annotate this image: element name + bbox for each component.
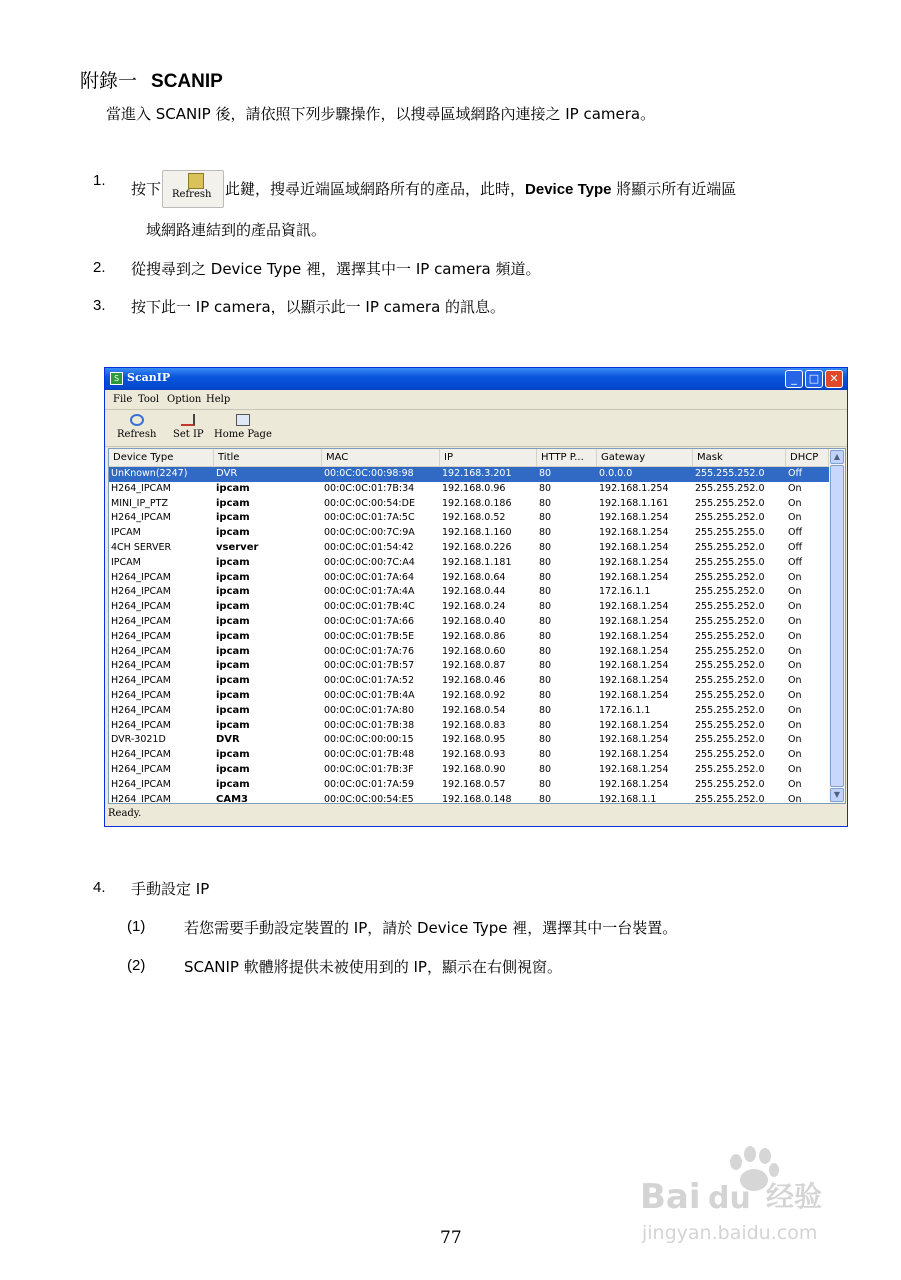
step4a-number: (1) xyxy=(127,918,146,935)
cell-dhcp: Off xyxy=(788,527,803,539)
heading-en: SCANIP xyxy=(151,71,223,92)
cell-gateway: 192.168.1.161 xyxy=(599,497,669,509)
cell-dhcp: On xyxy=(788,601,802,613)
cell-device-type: 4CH SERVER xyxy=(111,541,172,553)
cell-ip: 192.168.0.24 xyxy=(442,601,506,613)
menu-tool[interactable]: Tool xyxy=(138,394,160,405)
cell-ip: 192.168.0.93 xyxy=(442,749,506,761)
cell-http-port: 80 xyxy=(539,482,552,494)
cell-mask: 255.255.252.0 xyxy=(695,704,765,716)
cell-gateway: 192.168.1.254 xyxy=(599,601,669,613)
cell-http-port: 80 xyxy=(539,468,552,479)
close-button[interactable]: ✕ xyxy=(825,370,843,388)
table-row[interactable] xyxy=(109,497,829,512)
cell-device-type: H264_IPCAM xyxy=(111,675,171,687)
step3-number: 3. xyxy=(93,297,106,314)
maximize-button[interactable]: □ xyxy=(805,370,823,388)
cell-mask: 255.255.252.0 xyxy=(695,719,765,731)
scanip-app-icon: S xyxy=(110,372,123,385)
table-row[interactable] xyxy=(109,733,829,748)
cell-gateway: 192.168.1.254 xyxy=(599,512,669,524)
cell-mask: 255.255.252.0 xyxy=(695,645,765,657)
cell-mask: 255.255.252.0 xyxy=(695,689,765,701)
column-header-gateway[interactable]: Gateway xyxy=(597,449,693,466)
cell-http-port: 80 xyxy=(539,527,552,539)
cell-http-port: 80 xyxy=(539,763,552,775)
cell-device-type: H264_IPCAM xyxy=(111,689,171,701)
cell-gateway: 192.168.1.1 xyxy=(599,793,657,804)
cell-title: DVR xyxy=(216,734,240,746)
cell-mask: 255.255.252.0 xyxy=(695,763,765,775)
scanip-window xyxy=(104,367,848,827)
cell-title: ipcam xyxy=(216,660,250,672)
table-row[interactable] xyxy=(109,467,829,482)
cell-title: ipcam xyxy=(216,763,250,775)
cell-mac: 00:0C:0C:01:7A:64 xyxy=(324,571,414,583)
cell-http-port: 80 xyxy=(539,512,552,524)
refresh-icon xyxy=(130,414,144,426)
cell-device-type: H264_IPCAM xyxy=(111,615,171,627)
cell-mask: 255.255.252.0 xyxy=(695,571,765,583)
cell-mac: 00:0C:0C:00:98:98 xyxy=(324,468,414,479)
cell-http-port: 80 xyxy=(539,615,552,627)
table-row[interactable] xyxy=(109,556,829,571)
cell-mac: 00:0C:0C:00:54:E5 xyxy=(324,793,414,804)
baidu-jingyan-watermark xyxy=(638,1140,853,1250)
cell-mac: 00:0C:0C:01:7B:5E xyxy=(324,630,415,642)
cell-mask: 255.255.252.0 xyxy=(695,630,765,642)
cell-title: ipcam xyxy=(216,497,250,509)
cell-http-port: 80 xyxy=(539,675,552,687)
cell-ip: 192.168.0.226 xyxy=(442,541,512,553)
cell-mask: 255.255.252.0 xyxy=(695,675,765,687)
window-title: ScanIP xyxy=(127,371,171,384)
cell-mac: 00:0C:0C:01:7A:5C xyxy=(324,512,415,524)
cell-mac: 00:0C:0C:01:7B:48 xyxy=(324,749,415,761)
table-row[interactable] xyxy=(109,482,829,497)
cell-device-type: H264_IPCAM xyxy=(111,512,171,524)
refresh-tool-button[interactable] xyxy=(117,414,156,440)
cell-ip: 192.168.0.95 xyxy=(442,734,506,746)
cell-dhcp: On xyxy=(788,778,802,790)
cell-gateway: 192.168.1.254 xyxy=(599,527,669,539)
cell-mac: 00:0C:0C:01:7A:80 xyxy=(324,704,414,716)
table-row[interactable] xyxy=(109,793,829,804)
step3-text: 按下此一 IP camera，以顯示此一 IP camera 的訊息。 xyxy=(131,298,506,316)
cell-title: ipcam xyxy=(216,601,250,613)
cell-gateway: 192.168.1.254 xyxy=(599,615,669,627)
cell-mac: 00:0C:0C:01:7B:38 xyxy=(324,719,415,731)
set-ip-tool-button[interactable] xyxy=(173,414,204,440)
cell-http-port: 80 xyxy=(539,734,552,746)
cell-http-port: 80 xyxy=(539,541,552,553)
cell-mac: 00:0C:0C:01:7A:52 xyxy=(324,675,414,687)
cell-mask: 255.255.252.0 xyxy=(695,541,765,553)
column-header-device-type[interactable]: Device Type xyxy=(109,449,214,466)
cell-mac: 00:0C:0C:00:54:DE xyxy=(324,497,415,509)
step1-mid: 此鍵，搜尋近端區域網路所有的產品，此時， xyxy=(225,180,526,198)
scroll-thumb[interactable] xyxy=(830,465,844,787)
cell-gateway: 192.168.1.254 xyxy=(599,541,669,553)
cell-ip: 192.168.0.44 xyxy=(442,586,506,598)
table-body xyxy=(109,467,829,804)
cell-title: CAM3 xyxy=(216,793,248,804)
cell-ip: 192.168.1.160 xyxy=(442,527,512,539)
cell-gateway: 0.0.0.0 xyxy=(599,468,633,479)
cell-http-port: 80 xyxy=(539,660,552,672)
cell-device-type: H264_IPCAM xyxy=(111,660,171,672)
cell-mac: 00:0C:0C:00:7C:9A xyxy=(324,527,415,539)
cell-device-type: H264_IPCAM xyxy=(111,571,171,583)
cell-mask: 255.255.252.0 xyxy=(695,615,765,627)
cell-dhcp: Off xyxy=(788,556,803,568)
cell-title: ipcam xyxy=(216,482,250,494)
table-row[interactable] xyxy=(109,674,829,689)
refresh-button-image xyxy=(162,170,224,208)
cell-title: DVR xyxy=(216,468,238,479)
cell-gateway: 192.168.1.254 xyxy=(599,571,669,583)
cell-device-type: IPCAM xyxy=(111,527,141,539)
cell-mask: 255.255.255.0 xyxy=(695,527,765,539)
cell-ip: 192.168.0.60 xyxy=(442,645,506,657)
svg-text:Bai: Bai xyxy=(640,1177,701,1217)
cell-mask: 255.255.252.0 xyxy=(695,778,765,790)
cell-gateway: 192.168.1.254 xyxy=(599,645,669,657)
cell-mac: 00:0C:0C:01:7B:3F xyxy=(324,763,414,775)
cell-gateway: 192.168.1.254 xyxy=(599,689,669,701)
cell-gateway: 192.168.1.254 xyxy=(599,630,669,642)
cell-title: ipcam xyxy=(216,615,250,627)
cell-dhcp: On xyxy=(788,689,802,701)
cell-ip: 192.168.1.181 xyxy=(442,556,512,568)
cell-device-type: H264_IPCAM xyxy=(111,630,171,642)
cell-dhcp: Off xyxy=(788,468,803,479)
cell-ip: 192.168.0.83 xyxy=(442,719,506,731)
cell-mask: 255.255.252.0 xyxy=(695,793,765,804)
cell-dhcp: On xyxy=(788,482,802,494)
cell-dhcp: On xyxy=(788,512,802,524)
cell-gateway: 192.168.1.254 xyxy=(599,749,669,761)
home-page-tool-label: Home Page xyxy=(214,429,272,440)
cell-gateway: 192.168.1.254 xyxy=(599,482,669,494)
menu-option[interactable]: Option xyxy=(167,394,202,405)
svg-text:du: du xyxy=(708,1181,751,1216)
cell-http-port: 80 xyxy=(539,645,552,657)
cell-mac: 00:0C:0C:01:7A:59 xyxy=(324,778,414,790)
cell-dhcp: On xyxy=(788,660,802,672)
cell-ip: 192.168.0.92 xyxy=(442,689,506,701)
refresh-icon xyxy=(188,173,204,189)
table-row[interactable] xyxy=(109,585,829,600)
heading-zh: 附錄一 xyxy=(80,70,138,92)
cell-ip: 192.168.0.64 xyxy=(442,571,506,583)
step1-bold: Device Type xyxy=(525,181,612,198)
cell-http-port: 80 xyxy=(539,571,552,583)
table-row[interactable] xyxy=(109,778,829,793)
cell-title: ipcam xyxy=(216,749,250,761)
minimize-button[interactable]: _ xyxy=(785,370,803,388)
cell-dhcp: On xyxy=(788,749,802,761)
menu-file[interactable]: File xyxy=(113,394,133,405)
table-row[interactable] xyxy=(109,748,829,763)
cell-mac: 00:0C:0C:00:00:15 xyxy=(324,734,414,746)
step1-post: 將顯示所有近端區 xyxy=(611,180,737,198)
table-row[interactable] xyxy=(109,689,829,704)
column-header-mac[interactable]: MAC xyxy=(322,449,440,466)
cell-device-type: H264_IPCAM xyxy=(111,601,171,613)
cell-mask: 255.255.252.0 xyxy=(695,482,765,494)
device-table xyxy=(108,448,846,804)
cell-mask: 255.255.252.0 xyxy=(695,512,765,524)
cell-mask: 255.255.252.0 xyxy=(695,660,765,672)
cell-title: ipcam xyxy=(216,689,250,701)
cell-ip: 192.168.0.57 xyxy=(442,778,506,790)
cell-http-port: 80 xyxy=(539,749,552,761)
cell-http-port: 80 xyxy=(539,586,552,598)
intro-text: 當進入 SCANIP 後，請依照下列步驟操作，以搜尋區域網路內連接之 IP camera。 xyxy=(106,105,656,123)
cell-title: vserver xyxy=(216,541,259,553)
table-row[interactable] xyxy=(109,615,829,630)
cell-device-type: H264_IPCAM xyxy=(111,586,171,598)
cell-mac: 00:0C:0C:01:7A:66 xyxy=(324,615,414,627)
svg-text:jingyan.baidu.com: jingyan.baidu.com xyxy=(642,1222,818,1244)
appendix-heading xyxy=(80,66,223,93)
cell-ip: 192.168.0.52 xyxy=(442,512,506,524)
cell-gateway: 172.16.1.1 xyxy=(599,704,651,716)
home-page-tool-button[interactable] xyxy=(214,414,272,440)
column-header-dhcp[interactable]: DHCP xyxy=(786,449,829,466)
scroll-down-arrow-icon[interactable]: ▼ xyxy=(830,788,844,802)
step2-text: 從搜尋到之 Device Type 裡，選擇其中一 IP camera 頻道。 xyxy=(131,260,541,278)
step1-text xyxy=(131,170,736,208)
table-row[interactable] xyxy=(109,659,829,674)
cell-gateway: 192.168.1.254 xyxy=(599,675,669,687)
cell-dhcp: On xyxy=(788,763,802,775)
column-header-ip[interactable]: IP xyxy=(440,449,537,466)
cell-gateway: 192.168.1.254 xyxy=(599,556,669,568)
cell-title: ipcam xyxy=(216,586,250,598)
cell-device-type: UnKnown(2247) xyxy=(111,468,188,479)
cell-device-type: H264_IPCAM xyxy=(111,719,171,731)
table-row[interactable] xyxy=(109,704,829,719)
cell-device-type: DVR-3021D xyxy=(111,734,166,746)
step1-line2: 域網路連結到的產品資訊。 xyxy=(146,221,327,239)
cell-dhcp: On xyxy=(788,615,802,627)
cell-gateway: 192.168.1.254 xyxy=(599,660,669,672)
cell-ip: 192.168.0.96 xyxy=(442,482,506,494)
cell-device-type: H264_IPCAM xyxy=(111,793,171,804)
cell-title: ipcam xyxy=(216,512,250,524)
cell-mac: 00:0C:0C:01:7B:4C xyxy=(324,601,415,613)
cell-mac: 00:0C:0C:01:7B:4A xyxy=(324,689,415,701)
step1-pre: 按下 xyxy=(131,180,162,198)
cell-title: ipcam xyxy=(216,778,250,790)
vertical-scrollbar[interactable] xyxy=(829,449,845,803)
cell-http-port: 80 xyxy=(539,793,552,804)
step4a-text: 若您需要手動設定裝置的 IP，請於 Device Type 裡，選擇其中一台裝置。 xyxy=(184,919,678,937)
status-bar: Ready. xyxy=(108,808,142,819)
cell-dhcp: On xyxy=(788,793,802,804)
cell-mask: 255.255.252.0 xyxy=(695,749,765,761)
cell-dhcp: On xyxy=(788,571,802,583)
cell-mask: 255.255.252.0 xyxy=(695,497,765,509)
cell-dhcp: On xyxy=(788,704,802,716)
cell-mask: 255.255.252.0 xyxy=(695,468,765,479)
cell-mac: 00:0C:0C:01:7A:76 xyxy=(324,645,414,657)
table-row[interactable] xyxy=(109,511,829,526)
cell-dhcp: On xyxy=(788,630,802,642)
cell-ip: 192.168.0.86 xyxy=(442,630,506,642)
table-row[interactable] xyxy=(109,571,829,586)
page-number: 77 xyxy=(440,1228,462,1248)
cell-ip: 192.168.0.90 xyxy=(442,763,506,775)
cell-device-type: H264_IPCAM xyxy=(111,749,171,761)
cell-title: ipcam xyxy=(216,571,250,583)
cell-title: ipcam xyxy=(216,556,250,568)
table-header xyxy=(109,449,829,467)
cell-ip: 192.168.0.46 xyxy=(442,675,506,687)
cell-ip: 192.168.3.201 xyxy=(442,468,512,479)
cell-device-type: H264_IPCAM xyxy=(111,704,171,716)
cell-title: ipcam xyxy=(216,704,250,716)
table-row[interactable] xyxy=(109,645,829,660)
cell-gateway: 192.168.1.254 xyxy=(599,734,669,746)
column-header-http-port[interactable]: HTTP P... xyxy=(537,449,597,466)
cell-dhcp: On xyxy=(788,645,802,657)
step4-number: 4. xyxy=(93,879,106,896)
column-header-mask[interactable]: Mask xyxy=(693,449,786,466)
cell-dhcp: On xyxy=(788,675,802,687)
cell-mac: 00:0C:0C:01:7A:4A xyxy=(324,586,415,598)
cell-http-port: 80 xyxy=(539,601,552,613)
cell-mac: 00:0C:0C:00:7C:A4 xyxy=(324,556,415,568)
pencil-icon xyxy=(181,414,195,426)
cell-gateway: 192.168.1.254 xyxy=(599,719,669,731)
svg-text:经验: 经验 xyxy=(766,1180,823,1213)
cell-dhcp: On xyxy=(788,586,802,598)
cell-http-port: 80 xyxy=(539,704,552,716)
cell-device-type: H264_IPCAM xyxy=(111,482,171,494)
step2-number: 2. xyxy=(93,259,106,276)
step4b-text: SCANIP 軟體將提供未被使用到的 IP，顯示在右側視窗。 xyxy=(184,958,562,976)
cell-device-type: MINI_IP_PTZ xyxy=(111,497,168,509)
cell-device-type: H264_IPCAM xyxy=(111,645,171,657)
cell-title: ipcam xyxy=(216,527,250,539)
cell-dhcp: Off xyxy=(788,541,803,553)
cell-mask: 255.255.252.0 xyxy=(695,601,765,613)
cell-ip: 192.168.0.40 xyxy=(442,615,506,627)
refresh-tool-label: Refresh xyxy=(117,429,157,440)
column-header-title[interactable]: Title xyxy=(214,449,322,466)
refresh-button-label: Refresh xyxy=(172,189,212,200)
cell-http-port: 80 xyxy=(539,778,552,790)
table-row[interactable] xyxy=(109,630,829,645)
cell-mask: 255.255.252.0 xyxy=(695,586,765,598)
cell-mac: 00:0C:0C:01:7B:57 xyxy=(324,660,415,672)
cell-mac: 00:0C:0C:01:54:42 xyxy=(324,541,414,553)
menu-help[interactable]: Help xyxy=(206,394,231,405)
step4-text: 手動設定 IP xyxy=(131,880,210,898)
cell-device-type: H264_IPCAM xyxy=(111,778,171,790)
cell-device-type: H264_IPCAM xyxy=(111,763,171,775)
cell-ip: 192.168.0.148 xyxy=(442,793,512,804)
cell-ip: 192.168.0.87 xyxy=(442,660,506,672)
cell-mask: 255.255.252.0 xyxy=(695,734,765,746)
table-row[interactable] xyxy=(109,600,829,615)
toolbar xyxy=(105,409,847,447)
cell-http-port: 80 xyxy=(539,556,552,568)
cell-device-type: IPCAM xyxy=(111,556,141,568)
cell-http-port: 80 xyxy=(539,689,552,701)
webpage-icon xyxy=(236,414,250,426)
cell-title: ipcam xyxy=(216,675,250,687)
step4b-number: (2) xyxy=(127,957,146,974)
cell-dhcp: On xyxy=(788,497,802,509)
cell-gateway: 192.168.1.254 xyxy=(599,778,669,790)
cell-title: ipcam xyxy=(216,645,250,657)
table-row[interactable] xyxy=(109,541,829,556)
cell-http-port: 80 xyxy=(539,719,552,731)
cell-mask: 255.255.255.0 xyxy=(695,556,765,568)
scroll-up-arrow-icon[interactable]: ▲ xyxy=(830,450,844,464)
cell-dhcp: On xyxy=(788,719,802,731)
cell-gateway: 172.16.1.1 xyxy=(599,586,651,598)
cell-mac: 00:0C:0C:01:7B:34 xyxy=(324,482,415,494)
cell-ip: 192.168.0.186 xyxy=(442,497,512,509)
table-row[interactable] xyxy=(109,719,829,734)
cell-title: ipcam xyxy=(216,719,250,731)
cell-gateway: 192.168.1.254 xyxy=(599,763,669,775)
step1-number: 1. xyxy=(93,172,106,189)
table-row[interactable] xyxy=(109,526,829,541)
cell-ip: 192.168.0.54 xyxy=(442,704,506,716)
table-row[interactable] xyxy=(109,763,829,778)
set-ip-tool-label: Set IP xyxy=(173,429,204,440)
cell-http-port: 80 xyxy=(539,497,552,509)
cell-http-port: 80 xyxy=(539,630,552,642)
window-titlebar xyxy=(105,368,847,390)
cell-title: ipcam xyxy=(216,630,250,642)
menu-bar xyxy=(105,390,847,408)
cell-dhcp: On xyxy=(788,734,802,746)
